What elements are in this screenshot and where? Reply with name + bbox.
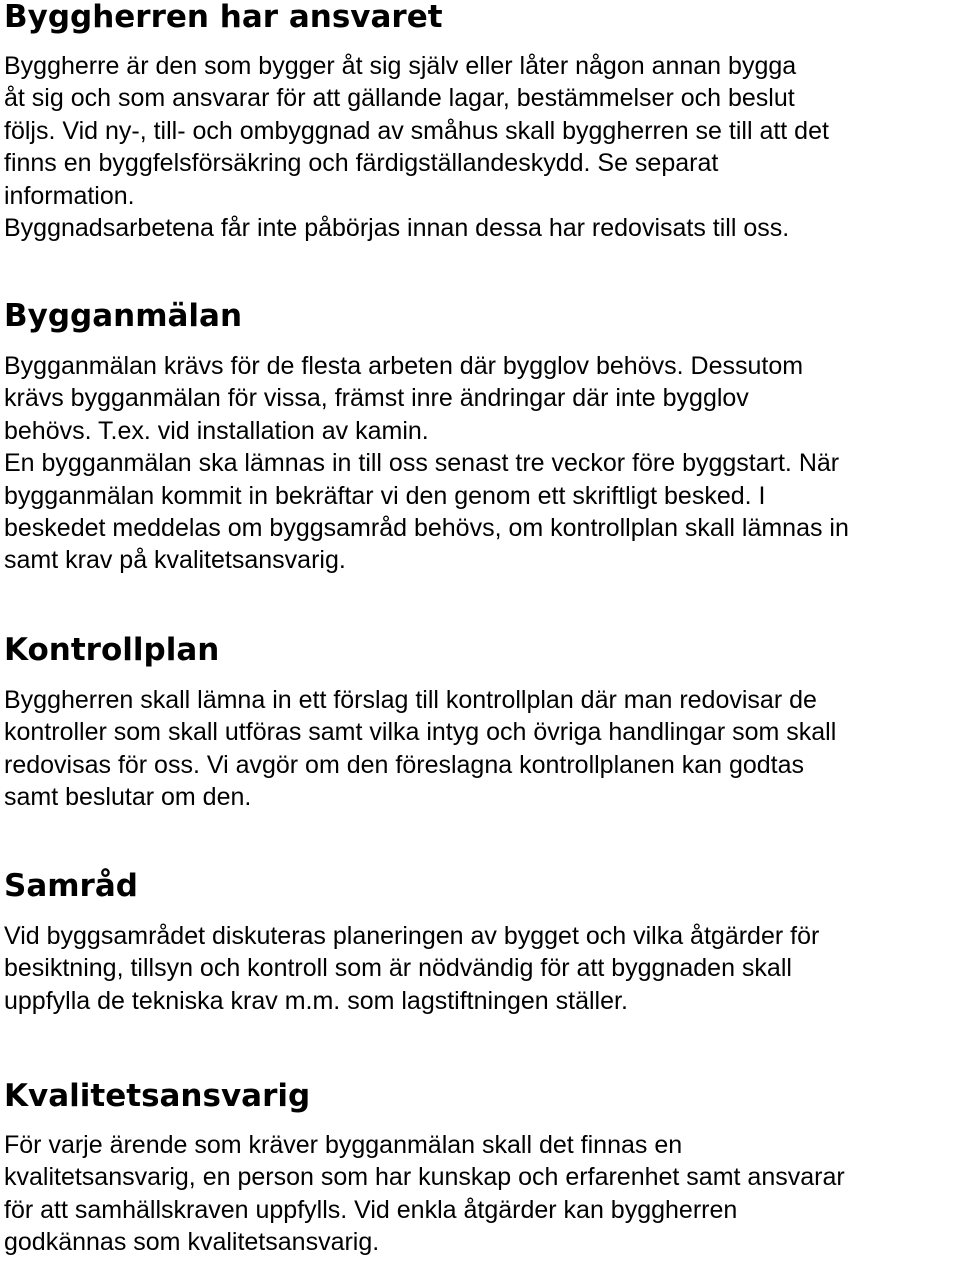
section-heading-byggherren: Byggherren har ansvaret bbox=[4, 0, 443, 35]
body-line: Byggnadsarbetena får inte påbörjas innan dessa har redovisats till oss. bbox=[4, 214, 790, 243]
body-line: Vid byggsamrådet diskuteras planeringen av bygget och vilka åtgärder för bbox=[4, 922, 820, 950]
body-line: behövs. T.ex. vid installation av kamin. bbox=[4, 416, 429, 445]
body-line: samt krav på kvalitetsansvarig. bbox=[4, 546, 346, 575]
body-line: krävs bygganmälan för vissa, främst inre ändringar där inte bygglov bbox=[4, 384, 749, 413]
section-heading-kvalitetsansvarig: Kvalitetsansvarig bbox=[4, 1078, 311, 1114]
body-line: besiktning, tillsyn och kontroll som är nödvändig för att byggnaden skall bbox=[4, 954, 792, 983]
section-heading-kontrollplan: Kontrollplan bbox=[4, 632, 220, 668]
body-line: För varje ärende som kräver bygganmälan skall det finnas en bbox=[4, 1131, 683, 1159]
body-line: uppfylla de tekniska krav m.m. som lagstiftningen ställer. bbox=[4, 986, 628, 1015]
section-body-kontrollplan bbox=[4, 684, 836, 814]
body-line: finns en byggfelsförsäkring och färdigställandeskydd. Se separat bbox=[4, 149, 719, 178]
body-line: bygganmälan kommit in bekräftar vi den genom ett skriftligt besked. I bbox=[4, 481, 766, 510]
section-body-kvalitetsansvarig bbox=[4, 1129, 845, 1259]
body-line: Bygganmälan krävs för de flesta arbeten där bygglov behövs. Dessutom bbox=[4, 352, 804, 380]
body-line: kvalitetsansvarig, en person som har kunskap och erfarenhet samt ansvarar bbox=[4, 1163, 845, 1192]
body-line: information. bbox=[4, 181, 135, 210]
body-line: En bygganmälan ska lämnas in till oss senast tre veckor före byggstart. När bbox=[4, 449, 840, 478]
section-heading-samrad: Samråd bbox=[4, 868, 138, 904]
section-body-bygganmalan bbox=[4, 350, 849, 577]
body-line: för att samhällskraven uppfylls. Vid enkla åtgärder kan byggherren bbox=[4, 1195, 738, 1224]
body-line: Byggherren skall lämna in ett förslag till kontrollplan där man redovisar de bbox=[4, 686, 817, 714]
body-line: kontroller som skall utföras samt vilka intyg och övriga handlingar som skall bbox=[4, 718, 837, 747]
body-line: redovisas för oss. Vi avgör om den föreslagna kontrollplanen kan godtas bbox=[4, 750, 805, 779]
body-line: samt beslutar om den. bbox=[4, 783, 252, 812]
body-line: åt sig och som ansvarar för att gällande lagar, bestämmelser och beslut bbox=[4, 84, 795, 113]
body-line: godkännas som kvalitetsansvarig. bbox=[4, 1228, 380, 1257]
section-body-byggherren bbox=[4, 50, 829, 244]
body-line: följs. Vid ny-, till- och ombyggnad av småhus skall byggherren se till att det bbox=[4, 116, 829, 145]
section-body-samrad bbox=[4, 920, 819, 1017]
body-line: Byggherre är den som bygger åt sig själv eller låter någon annan bygga bbox=[4, 52, 797, 80]
section-heading-bygganmalan: Bygganmälan bbox=[4, 298, 243, 334]
body-line: beskedet meddelas om byggsamråd behövs, om kontrollplan skall lämnas in bbox=[4, 514, 849, 543]
